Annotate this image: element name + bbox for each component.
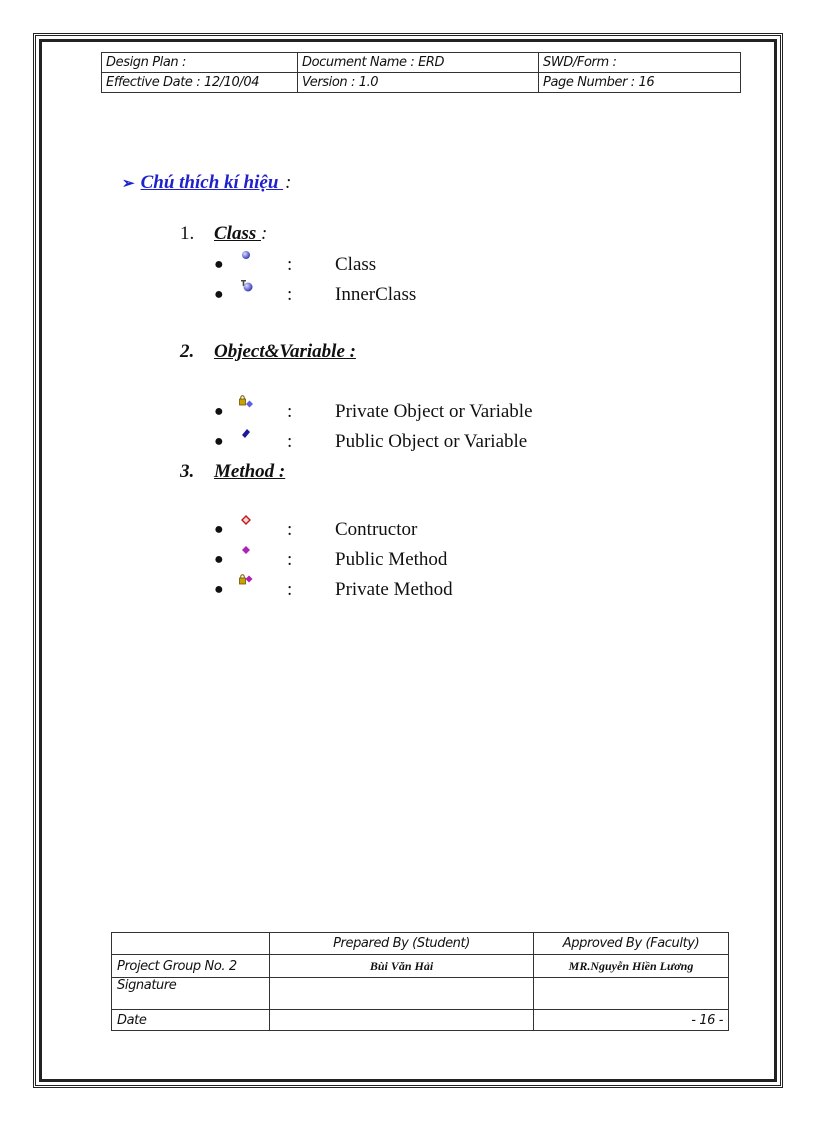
bullet-icon: ● xyxy=(214,433,224,450)
project-group-cell: Project Group No. 2 xyxy=(112,955,270,978)
faculty-name-cell: MR.Nguyễn Hiền Lương xyxy=(534,955,729,978)
item-label: InnerClass xyxy=(335,284,417,305)
private-method-icon xyxy=(238,572,254,588)
bullet-icon: ● xyxy=(214,581,224,598)
swd-form-cell: SWD/Form : xyxy=(539,53,741,73)
effective-date-cell: Effective Date : 12/10/04 xyxy=(102,73,298,93)
item-colon: : xyxy=(287,431,293,452)
footer-row-signature xyxy=(112,978,729,1010)
item-colon: : xyxy=(287,254,293,275)
student-name-cell: Bùi Văn Hải xyxy=(270,955,534,978)
arrow-bullet-icon: ➢ xyxy=(122,176,135,192)
group-heading-class xyxy=(180,223,267,245)
footer-empty-cell xyxy=(112,933,270,955)
header-row-2 xyxy=(102,73,741,93)
date-label-cell: Date xyxy=(112,1010,270,1031)
group-title: Method : xyxy=(214,461,286,482)
bullet-icon: ● xyxy=(214,403,224,420)
bullet-icon: ● xyxy=(214,286,224,303)
section-title xyxy=(122,172,291,194)
public-method-icon xyxy=(238,542,254,558)
group-number: 1. xyxy=(180,223,195,244)
group-title: Object&Variable : xyxy=(214,341,356,362)
prepared-by-cell: Prepared By (Student) xyxy=(270,933,534,955)
footer-row-names xyxy=(112,955,729,978)
section-title-colon: : xyxy=(285,172,292,193)
footer-table xyxy=(111,932,729,1031)
group-number: 2. xyxy=(180,341,195,362)
document-name-cell: Document Name : ERD xyxy=(298,53,539,73)
faculty-signature-cell xyxy=(534,978,729,1010)
design-plan-cell: Design Plan : xyxy=(102,53,298,73)
approved-by-cell: Approved By (Faculty) xyxy=(534,933,729,955)
footer-row-header xyxy=(112,933,729,955)
student-signature-cell xyxy=(270,978,534,1010)
group-heading-method xyxy=(180,461,285,483)
page-number-cell: Page Number : 16 xyxy=(539,73,741,93)
private-variable-icon xyxy=(238,394,254,410)
bullet-icon: ● xyxy=(214,551,224,568)
item-label: Class xyxy=(335,254,377,275)
version-cell: Version : 1.0 xyxy=(298,73,539,93)
item-label: Private Method xyxy=(335,579,453,600)
section-title-text: Chú thích kí hiệu xyxy=(140,172,284,193)
inner-class-icon xyxy=(238,277,254,293)
footer-page-cell: - 16 - xyxy=(534,1010,729,1031)
footer-row-date xyxy=(112,1010,729,1031)
signature-label-cell: Signature xyxy=(112,978,270,1010)
item-colon: : xyxy=(287,579,293,600)
group-suffix: : xyxy=(261,223,268,244)
bullet-icon: ● xyxy=(214,521,224,538)
header-table xyxy=(101,52,741,93)
bullet-icon: ● xyxy=(214,256,224,273)
constructor-icon xyxy=(238,512,254,528)
group-title: Class xyxy=(214,223,261,244)
student-date-cell xyxy=(270,1010,534,1031)
public-variable-icon xyxy=(238,424,254,440)
group-heading-object-variable xyxy=(180,341,356,363)
class-icon xyxy=(238,247,254,263)
item-label: Public Method xyxy=(335,549,448,570)
item-label: Public Object or Variable xyxy=(335,431,528,452)
header-row-1 xyxy=(102,53,741,73)
item-label: Contructor xyxy=(335,519,418,540)
item-colon: : xyxy=(287,401,293,422)
item-colon: : xyxy=(287,284,293,305)
item-colon: : xyxy=(287,519,293,540)
item-label: Private Object or Variable xyxy=(335,401,533,422)
group-number: 3. xyxy=(180,461,195,482)
item-colon: : xyxy=(287,549,293,570)
